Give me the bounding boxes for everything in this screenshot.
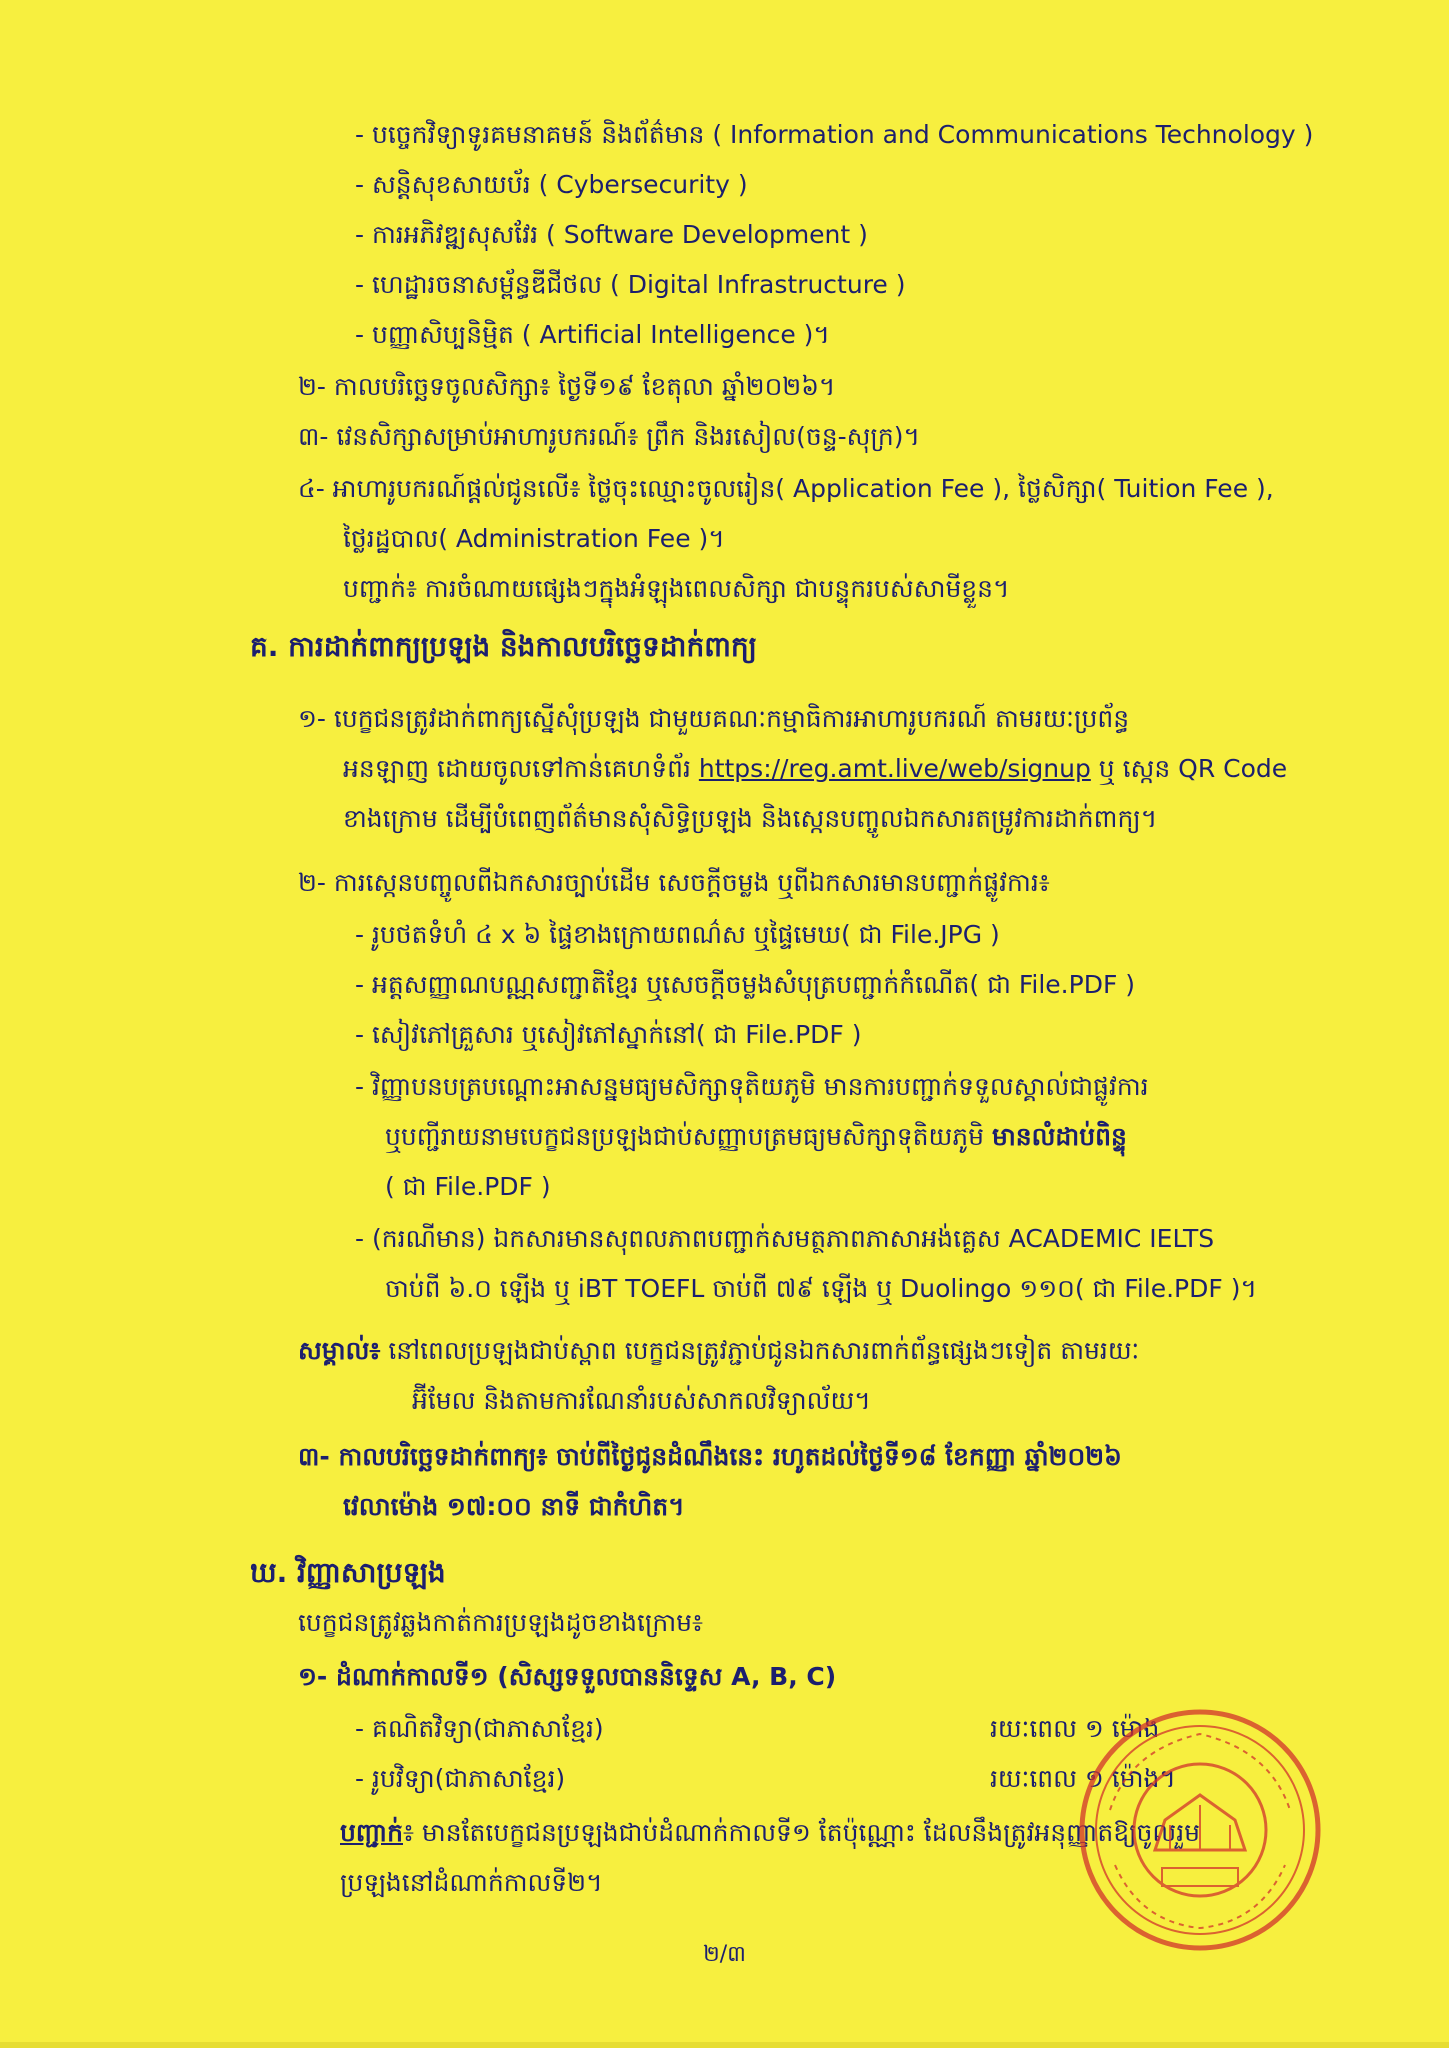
doc-certificate-text: ឬបញ្ជីរាយនាមបេក្ខជនប្រឡងជាប់សញ្ញាបត្រមធ្យមសិក្សាទុតិយភូមិ: [385, 1122, 992, 1151]
note-line2: អ៊ីមែល និងតាមការណែនាំរបស់សាកលវិទ្យាល័យ។: [412, 1386, 871, 1415]
qr-text: ឬ ស្កេន QR Code: [1090, 754, 1288, 783]
page-edge: [0, 2042, 1449, 2048]
doc-english-line1: - (ករណីមាន) ឯកសារមានសុពលភាពបញ្ជាក់សមត្ថភាពភាសាអង់គ្លេស ACADEMIC IELTS: [355, 1224, 1215, 1253]
doc-photo: - រូបថតទំហំ ៤ x ៦ ផ្ទៃខាងក្រោយពណ៌ស ឬផ្ទៃមេឃ( ជា File.JPG ): [355, 920, 1000, 949]
apply-instruction-line2: [343, 752, 1287, 786]
stage1-title: ១- ដំណាក់កាលទី១ (សិស្សទទួលបាននិទ្ទេស A, B, C): [298, 1662, 837, 1691]
doc-english-line2: ចាប់ពី ៦.០ ឡើង ឬ iBT TOEFL ចាប់ពី ៧៩ ឡើង ឬ Duolingo ១១០( ជា File.PDF )។: [385, 1274, 1257, 1303]
scan-documents-item: ២- ការស្កេនបញ្ចូលពីឯកសារច្បាប់ដើម សេចក្តីចម្លង ឬពីឯកសារមានបញ្ជាក់ផ្លូវការ៖: [298, 868, 1050, 897]
doc-certificate-line3: ( ជា File.PDF ): [385, 1172, 551, 1201]
note-label: សម្គាល់៖: [298, 1336, 381, 1365]
doc-certificate-line2: [385, 1120, 1127, 1154]
subject-physics: - រូបវិទ្យា(ជាភាសាខ្មែរ): [355, 1764, 566, 1793]
section-d-heading: ឃ. វិញ្ញាសាប្រឡង: [250, 1556, 446, 1589]
scholarship-coverage-item: ៤- អាហារូបករណ៍ផ្តល់ជូនលើ៖ ថ្លៃចុះឈ្មោះចូលរៀន( Application Fee ), ថ្លៃសិក្សា( Tuition Fee ),: [298, 474, 1274, 503]
note-line1: [298, 1334, 1139, 1368]
study-shift-item: ៣- វេនសិក្សាសម្រាប់អាហារូបករណ៍៖ ព្រឹក និងរសៀល(ចន្ទ-សុក្រ)។: [298, 422, 920, 451]
exam-intro: បេក្ខជនត្រូវឆ្លងកាត់ការប្រឡងដូចខាងក្រោម៖: [298, 1608, 704, 1637]
subject-math-time: រយៈពេល ១ ម៉ោង: [990, 1714, 1160, 1743]
exam-note-line2: ប្រឡងនៅដំណាក់កាលទី២។: [340, 1868, 603, 1897]
apply-instruction-line3: ខាងក្រោម ដើម្បីបំពេញព័ត៌មានសុំសិទ្ធិប្រឡង និងស្កេនបញ្ចូលឯកសារតម្រូវការដាក់ពាក្យ។: [343, 804, 1158, 833]
list-item-ict: - បច្ចេកវិទ្យាទូរគមនាគមន៍ និងព័ត៌មាន ( Information and Communications Technology ): [355, 120, 1314, 149]
doc-certificate-bold: មានលំដាប់ពិន្ទុ: [991, 1122, 1127, 1151]
list-item-software: - ការអភិវឌ្ឍសុសវែរ ( Software Development ): [355, 220, 868, 249]
scholarship-coverage-cont: ថ្លៃរដ្ឋបាល( Administration Fee )។: [343, 524, 725, 553]
apply-instruction-line1: ១- បេក្ខជនត្រូវដាក់ពាក្យស្នើសុំប្រឡង ជាមួយគណៈកម្មាធិការអាហារូបករណ៍ តាមរយៈប្រព័ន្ធ: [298, 704, 1130, 733]
note-text: នៅពេលប្រឡងជាប់ស្ពាព បេក្ខជនត្រូវភ្ជាប់ជូនឯកសារពាក់ព័ន្ធផ្សេងៗទៀត តាមរយៈ: [380, 1336, 1140, 1365]
start-date-item: ២- កាលបរិច្ឆេទចូលសិក្សា៖ ថ្ងៃទី១៩ ខែតុលា ឆ្នាំ២០២៦។: [298, 372, 836, 401]
doc-id-card: - អត្តសញ្ញាណបណ្ណសញ្ជាតិខ្មែរ ឬសេចក្តីចម្លងសំបុត្របញ្ជាក់កំណើត( ជា File.PDF ): [355, 970, 1136, 999]
subject-physics-time: រយៈពេល ១ ម៉ោង។: [990, 1764, 1176, 1793]
deadline-line1: ៣- កាលបរិច្ឆេទដាក់ពាក្យ៖ ចាប់ពីថ្ងៃជូនដំណឹងនេះ រហូតដល់ថ្ងៃទី១៨ ខែកញ្ញា ឆ្នាំ២០២៦: [298, 1442, 1122, 1471]
list-item-ai: - បញ្ញាសិប្បនិម្មិត ( Artificial Intelligence )។: [355, 320, 830, 349]
deadline-line2: វេលាម៉ោង ១៧:០០ នាទី ជាកំហិត។: [343, 1492, 685, 1521]
list-item-cybersecurity: - សន្តិសុខសាយប័រ ( Cybersecurity ): [355, 170, 748, 199]
list-item-infrastructure: - ហេដ្ឋារចនាសម្ព័ន្ធឌីជីថល ( Digital Infrastructure ): [355, 270, 906, 299]
apply-instruction-text: អនឡាញ ដោយចូលទៅកាន់គេហទំព័រ: [343, 754, 699, 783]
doc-family-book: - សៀវភៅគ្រួសារ ឬសៀវភៅស្នាក់នៅ( ជា File.PDF ): [355, 1020, 862, 1049]
expense-note: បញ្ជាក់៖ ការចំណាយផ្សេងៗក្នុងអំឡុងពេលសិក្សា ជាបន្ទុករបស់សាមីខ្លួន។: [343, 574, 1010, 603]
official-seal-icon: [1070, 1700, 1330, 1960]
doc-certificate-line1: - វិញ្ញាបនបត្របណ្ដោះអាសន្នមធ្យមសិក្សាទុតិយភូមិ មានការបញ្ជាក់ទទួលស្គាល់ជាផ្លូវការ: [355, 1072, 1149, 1101]
exam-note-label: បញ្ជាក់: [340, 1818, 403, 1847]
subject-math: - គណិតវិទ្យា(ជាភាសាខ្មែរ): [355, 1714, 604, 1743]
section-c-heading: គ. ការដាក់ពាក្យប្រឡង និងកាលបរិច្ឆេទដាក់ពាក្យ: [250, 630, 758, 663]
page-number: ២/៣: [703, 1942, 746, 1967]
exam-note-text: ៖ មានតែបេក្ខជនប្រឡងជាប់ដំណាក់កាលទី១ តែប៉ុណ្ណោះ ដែលនឹងត្រូវអនុញ្ញាតឱ្យចូលរួម: [403, 1818, 1201, 1847]
signup-link[interactable]: https://reg.amt.live/web/signup: [698, 754, 1091, 783]
